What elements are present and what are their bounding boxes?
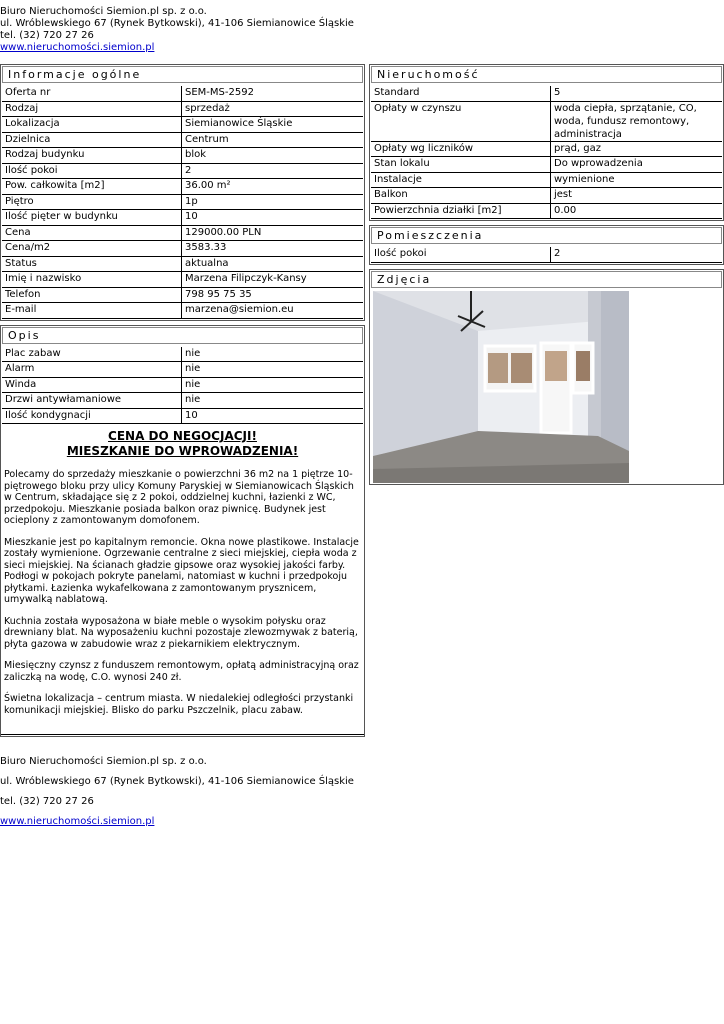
- table-row: [371, 172, 722, 188]
- row-value: SEM-MS-2592: [182, 86, 364, 101]
- table-row: [371, 203, 722, 219]
- row-value: nie: [182, 362, 364, 378]
- row-label: Plac zabaw: [2, 347, 182, 362]
- row-label: Rodzaj budynku: [2, 148, 182, 164]
- section-title: Zdjęcia: [371, 271, 722, 288]
- row-value: nie: [182, 377, 364, 393]
- row-value: 798 95 75 35: [182, 287, 364, 303]
- row-label: Instalacje: [371, 172, 551, 188]
- row-label: Cena/m2: [2, 241, 182, 257]
- table-row: [2, 362, 363, 378]
- row-value: 2: [182, 163, 364, 179]
- row-label: Opłaty wg liczników: [371, 141, 551, 157]
- property-table: [371, 86, 722, 219]
- table-row: [371, 141, 722, 157]
- table-row: [2, 272, 363, 288]
- table-row: [2, 287, 363, 303]
- footer-address: ul. Wróblewskiego 67 (Rynek Bytkowski), 41-106 Siemianowice Śląskie: [0, 776, 354, 787]
- company-website-link[interactable]: www.nieruchomości.siemion.pl: [0, 42, 155, 53]
- row-value: 129000.00 PLN: [182, 225, 364, 241]
- row-label: Winda: [2, 377, 182, 393]
- table-row: [371, 101, 722, 141]
- description-paragraph: Polecamy do sprzedaży mieszkanie o powierzchni 36 m2 na 1 piętrze 10-piętrowego bloku przy ulicy Komuny Paryskiej w Siemianowicach Śląskich w Centrum, składające się z 2 pokoi, oddzielnej kuchni, łazienki z WC, przedpokoju. Mieszkanie posiada balkon oraz piwnicę. Budynek jest ocieplony z zamontowanym domofonem.: [4, 469, 354, 526]
- description-text: [2, 429, 363, 735]
- page-header: [0, 6, 354, 54]
- row-value: aktualna: [182, 256, 364, 272]
- table-row: [2, 148, 363, 164]
- table-row: [2, 194, 363, 210]
- row-label: Imię i nazwisko: [2, 272, 182, 288]
- row-value: woda ciepła, sprzątanie, CO, woda, fundusz remontowy, administracja: [551, 101, 723, 141]
- row-value: 2: [551, 247, 723, 262]
- row-value: 10: [182, 210, 364, 226]
- table-row: [2, 256, 363, 272]
- row-value: jest: [551, 188, 723, 204]
- description-paragraph: Kuchnia została wyposażona w białe meble o wysokim połysku oraz drewniany blat. Na wyposażeniu kuchni pozostaje zlewozmywak z baterią, płyta gazowa w zabudowie wraz z piekarnikiem elektrycznym.: [4, 615, 358, 650]
- row-value: Siemianowice Śląskie: [182, 117, 364, 133]
- row-value: nie: [182, 393, 364, 409]
- table-row: [2, 377, 363, 393]
- table-row: [2, 210, 363, 226]
- row-value: Centrum: [182, 132, 364, 148]
- footer-phone: tel. (32) 720 27 26: [0, 796, 94, 807]
- table-row: [2, 179, 363, 195]
- row-label: Ilość pokoi: [371, 247, 551, 262]
- row-label: Ilość pięter w budynku: [2, 210, 182, 226]
- table-row: [2, 117, 363, 133]
- table-row: [2, 163, 363, 179]
- row-label: Lokalizacja: [2, 117, 182, 133]
- row-value: 0.00: [551, 203, 723, 219]
- table-row: [371, 86, 722, 101]
- row-value: sprzedaż: [182, 101, 364, 117]
- table-row: [2, 408, 363, 424]
- table-row: [371, 188, 722, 204]
- row-label: Rodzaj: [2, 101, 182, 117]
- table-row: [2, 303, 363, 319]
- table-row: [2, 101, 363, 117]
- description-paragraph: Świetna lokalizacja – centrum miasta. W niedalekiej odległości przystanki komunikacji miejskiej. Blisko do parku Pszczelnik, placu zabaw.: [4, 693, 354, 716]
- section-title: Informacje ogólne: [2, 66, 363, 83]
- row-label: Ilość pokoi: [2, 163, 182, 179]
- photos-section: [369, 269, 724, 485]
- footer-website-link[interactable]: www.nieruchomości.siemion.pl: [0, 816, 155, 827]
- table-row: [2, 225, 363, 241]
- headline-ready: MIESZKANIE DO WPROWADZENIA!: [66, 444, 299, 458]
- row-value: Do wprowadzenia: [551, 157, 723, 173]
- row-label: Drzwi antywłamaniowe: [2, 393, 182, 409]
- row-value: wymienione: [551, 172, 723, 188]
- row-label: Opłaty w czynszu: [371, 101, 551, 141]
- description-paragraph: Miesięczny czynsz z funduszem remontowym, opłatą administracyjną oraz zaliczką na wodę, C.O. wynosi 240 zł.: [4, 660, 359, 683]
- row-label: Standard: [371, 86, 551, 101]
- headline-negotiable: CENA DO NEGOCJACJI!: [108, 429, 257, 443]
- apartment-photo[interactable]: [373, 291, 629, 483]
- company-address: ul. Wróblewskiego 67 (Rynek Bytkowski), 41-106 Siemianowice Śląskie: [0, 18, 354, 29]
- left-column: [0, 64, 365, 737]
- table-row: [2, 132, 363, 148]
- table-row: [2, 393, 363, 409]
- row-label: Balkon: [371, 188, 551, 204]
- row-value: 5: [551, 86, 723, 101]
- company-phone: tel. (32) 720 27 26: [0, 30, 94, 41]
- general-info-table: [2, 86, 363, 319]
- row-label: Telefon: [2, 287, 182, 303]
- page-footer: [0, 752, 354, 832]
- row-label: Piętro: [2, 194, 182, 210]
- section-title: Pomieszczenia: [371, 227, 722, 244]
- row-label: Stan lokalu: [371, 157, 551, 173]
- row-label: Ilość kondygnacji: [2, 408, 182, 424]
- row-label: Pow. całkowita [m2]: [2, 179, 182, 195]
- row-label: Alarm: [2, 362, 182, 378]
- description-table: [2, 347, 363, 425]
- row-value: 10: [182, 408, 364, 424]
- row-value: 3583.33: [182, 241, 364, 257]
- table-row: [371, 247, 722, 262]
- table-row: [2, 86, 363, 101]
- row-value: marzena@siemion.eu: [182, 303, 364, 319]
- property-section: [369, 64, 724, 221]
- row-value: nie: [182, 347, 364, 362]
- rooms-table: [371, 247, 722, 263]
- rooms-section: [369, 225, 724, 265]
- description-paragraph: Mieszkanie jest po kapitalnym remoncie. Okna nowe plastikowe. Instalacje zostały wymienione. Ogrzewanie centralne z sieci miejskiej, ciepła woda z sieci miejskiej. Na ścianach gładzie gipsowe oraz wysokiej jakości farby. Podłogi w pokojach pokryte panelami, natomiast w kuchni i przedpokoju płytkami. Łazienka wykafelkowana z zamontowanym prysznicem, umywalką nablatową.: [4, 536, 359, 605]
- table-row: [371, 157, 722, 173]
- general-info-section: [0, 64, 365, 321]
- row-label: Powierzchnia działki [m2]: [371, 203, 551, 219]
- footer-company: Biuro Nieruchomości Siemion.pl sp. z o.o.: [0, 756, 207, 767]
- table-row: [2, 347, 363, 362]
- section-title: Opis: [2, 327, 363, 344]
- row-label: Dzielnica: [2, 132, 182, 148]
- row-label: Oferta nr: [2, 86, 182, 101]
- row-label: E-mail: [2, 303, 182, 319]
- row-value: Marzena Filipczyk-Kansy: [182, 272, 364, 288]
- row-value: prąd, gaz: [551, 141, 723, 157]
- company-name: Biuro Nieruchomości Siemion.pl sp. z o.o.: [0, 6, 207, 17]
- description-section: [0, 325, 365, 738]
- row-label: Cena: [2, 225, 182, 241]
- row-label: Status: [2, 256, 182, 272]
- right-column: [369, 64, 724, 489]
- row-value: 36.00 m²: [182, 179, 364, 195]
- section-title: Nieruchomość: [371, 66, 722, 83]
- table-row: [2, 241, 363, 257]
- row-value: 1p: [182, 194, 364, 210]
- row-value: blok: [182, 148, 364, 164]
